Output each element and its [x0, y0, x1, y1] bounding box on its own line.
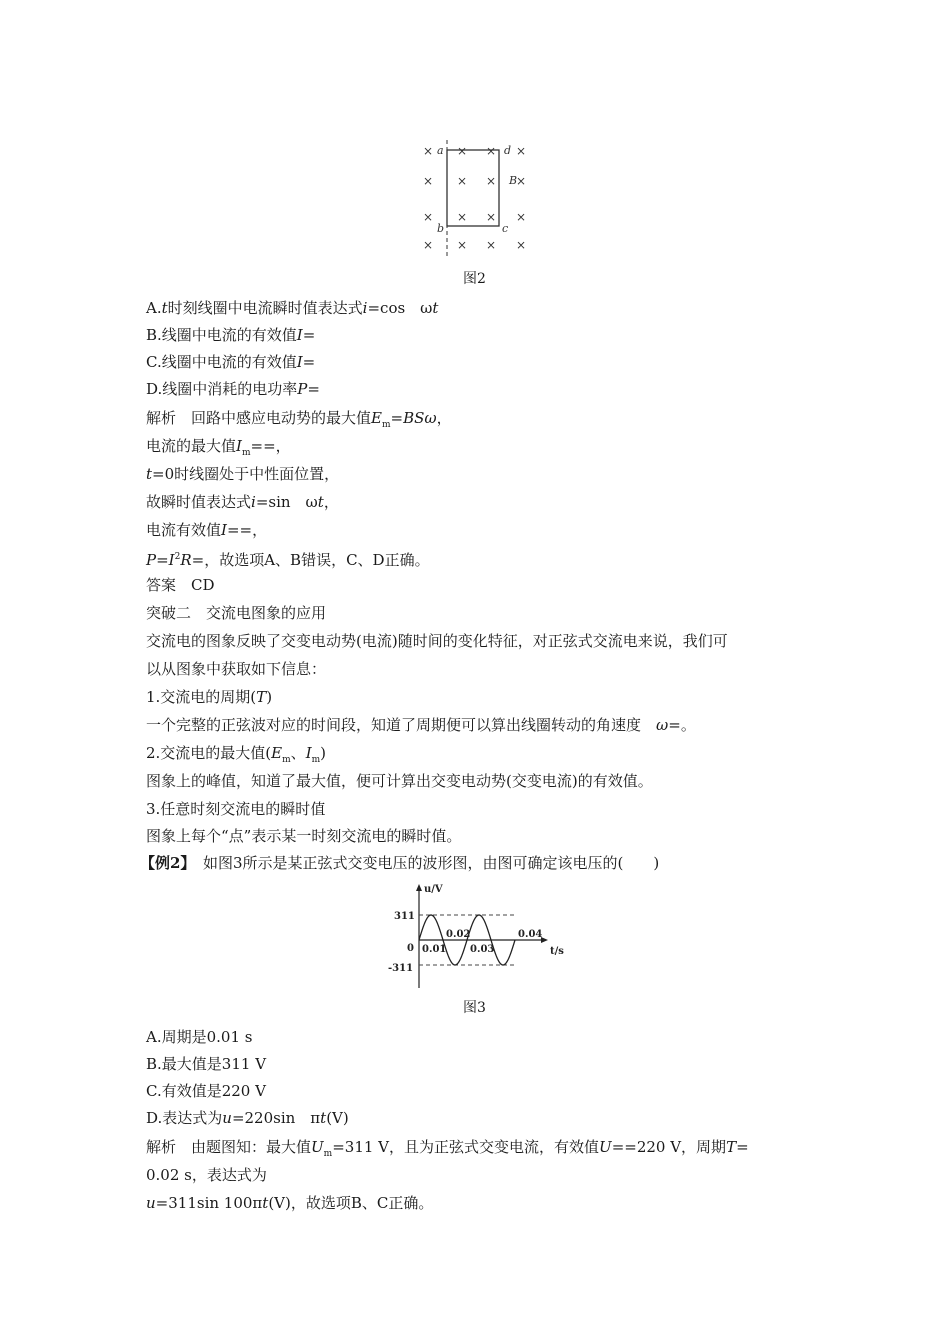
solution1-line1: 解析 回路中感应电动势的最大值$E_m=BS\omega$， [146, 409, 452, 430]
option-a-q2: A.周期是0.01 s [146, 1028, 253, 1046]
field-mark: × [516, 210, 527, 224]
x-tick-label-003: 0.03 [470, 944, 495, 955]
point1-title: 1.交流电的周期(T) [146, 688, 273, 706]
solution1-line4: 故瞬时值表达式i=sin ωt， [146, 493, 339, 511]
solution1-line2: 电流的最大值$I_m==$， [146, 437, 291, 458]
solution2-line3: u=311sin 100πt(V)，故选项B、C正确。 [146, 1194, 434, 1212]
y-axis-label: u/V [424, 884, 443, 895]
point3-body: 图象上每个“点”表示某一时刻交流电的瞬时值。 [146, 827, 462, 845]
section2-title: 突破二 交流电图象的应用 [146, 604, 327, 622]
option-b-q1: B.线圈中电流的有效值I= [146, 326, 316, 344]
field-label-b: B [509, 174, 518, 187]
field-marks [423, 144, 526, 252]
field-mark: × [457, 238, 468, 252]
field-mark: × [486, 210, 497, 224]
field-mark: × [516, 174, 527, 188]
answer1: 答案 CD [146, 576, 215, 594]
field-mark: × [516, 238, 527, 252]
field-mark: × [457, 174, 468, 188]
option-d-q2: D.表达式为u=220sin πt(V) [146, 1109, 349, 1127]
x-tick-label-002: 0.02 [446, 929, 471, 940]
field-mark: × [457, 210, 468, 224]
option-c-q1: C.线圈中电流的有效值I= [146, 353, 316, 371]
example2-prompt: 【例2】 如图3所示是某正弦式交变电压的波形图，由图可确定该电压的( ) [140, 854, 660, 872]
x-tick-label-004: 0.04 [518, 929, 543, 940]
coil-field-diagram [418, 140, 534, 256]
field-mark: × [457, 144, 468, 158]
figure-3-caption: 图3 [463, 1000, 486, 1016]
field-mark: × [516, 144, 527, 158]
vertex-label-d: d [504, 144, 512, 157]
vertex-label-b: b [437, 222, 445, 235]
solution1-line3: t=0时线圈处于中性面位置， [146, 465, 340, 483]
voltage-waveform-chart [384, 878, 574, 993]
point1-body: 一个完整的正弦波对应的时间段，知道了周期便可以算出线圈转动的角速度 ω=。 [146, 716, 696, 734]
section2-intro-1: 交流电的图象反映了交变电动势(电流)随时间的变化特征，对正弦式交流电来说，我们可 [146, 632, 728, 650]
y-tick-label-311: 311 [394, 911, 415, 922]
x-tick-label-001: 0.01 [422, 944, 447, 955]
point2-title: 2.交流电的最大值($E_m$、$I_m$) [146, 744, 327, 765]
y-axis-arrow [416, 884, 422, 891]
solution1-line6: $P=I^2R=$，故选项A、B错误，C、D正确。 [146, 551, 430, 569]
field-mark: × [423, 144, 434, 158]
vertex-label-a: a [437, 144, 444, 157]
point2-body: 图象上的峰值，知道了最大值，便可计算出交变电动势(交变电流)的有效值。 [146, 772, 653, 790]
field-mark: × [486, 174, 497, 188]
y-tick-label-0: 0 [407, 943, 414, 954]
x-axis-label: t/s [550, 946, 564, 957]
field-mark: × [423, 174, 434, 188]
field-mark: × [486, 144, 497, 158]
option-c-q2: C.有效值是220 V [146, 1082, 266, 1100]
field-mark: × [486, 238, 497, 252]
option-d-q1: D.线圈中消耗的电功率P= [146, 380, 320, 398]
solution1-line5: 电流有效值I==， [146, 521, 268, 539]
vertex-label-c: c [502, 222, 509, 235]
figure-2-caption: 图2 [463, 271, 486, 287]
y-tick-label-neg311: -311 [388, 963, 414, 974]
option-a-q1: A.t时刻线圈中电流瞬时值表达式i=cos ωt [146, 299, 439, 317]
solution2-line1: 解析 由题图知：最大值$U_m=311$ V，且为正弦式交变电流，有效值U==220 V，周期T= [146, 1138, 749, 1159]
solution2-line2: 0.02 s，表达式为 [146, 1166, 267, 1184]
section2-intro-2: 以从图象中获取如下信息： [146, 660, 327, 678]
field-mark: × [423, 210, 434, 224]
field-mark: × [423, 238, 434, 252]
option-b-q2: B.最大值是311 V [146, 1055, 267, 1073]
point3-title: 3.任意时刻交流电的瞬时值 [146, 800, 326, 818]
